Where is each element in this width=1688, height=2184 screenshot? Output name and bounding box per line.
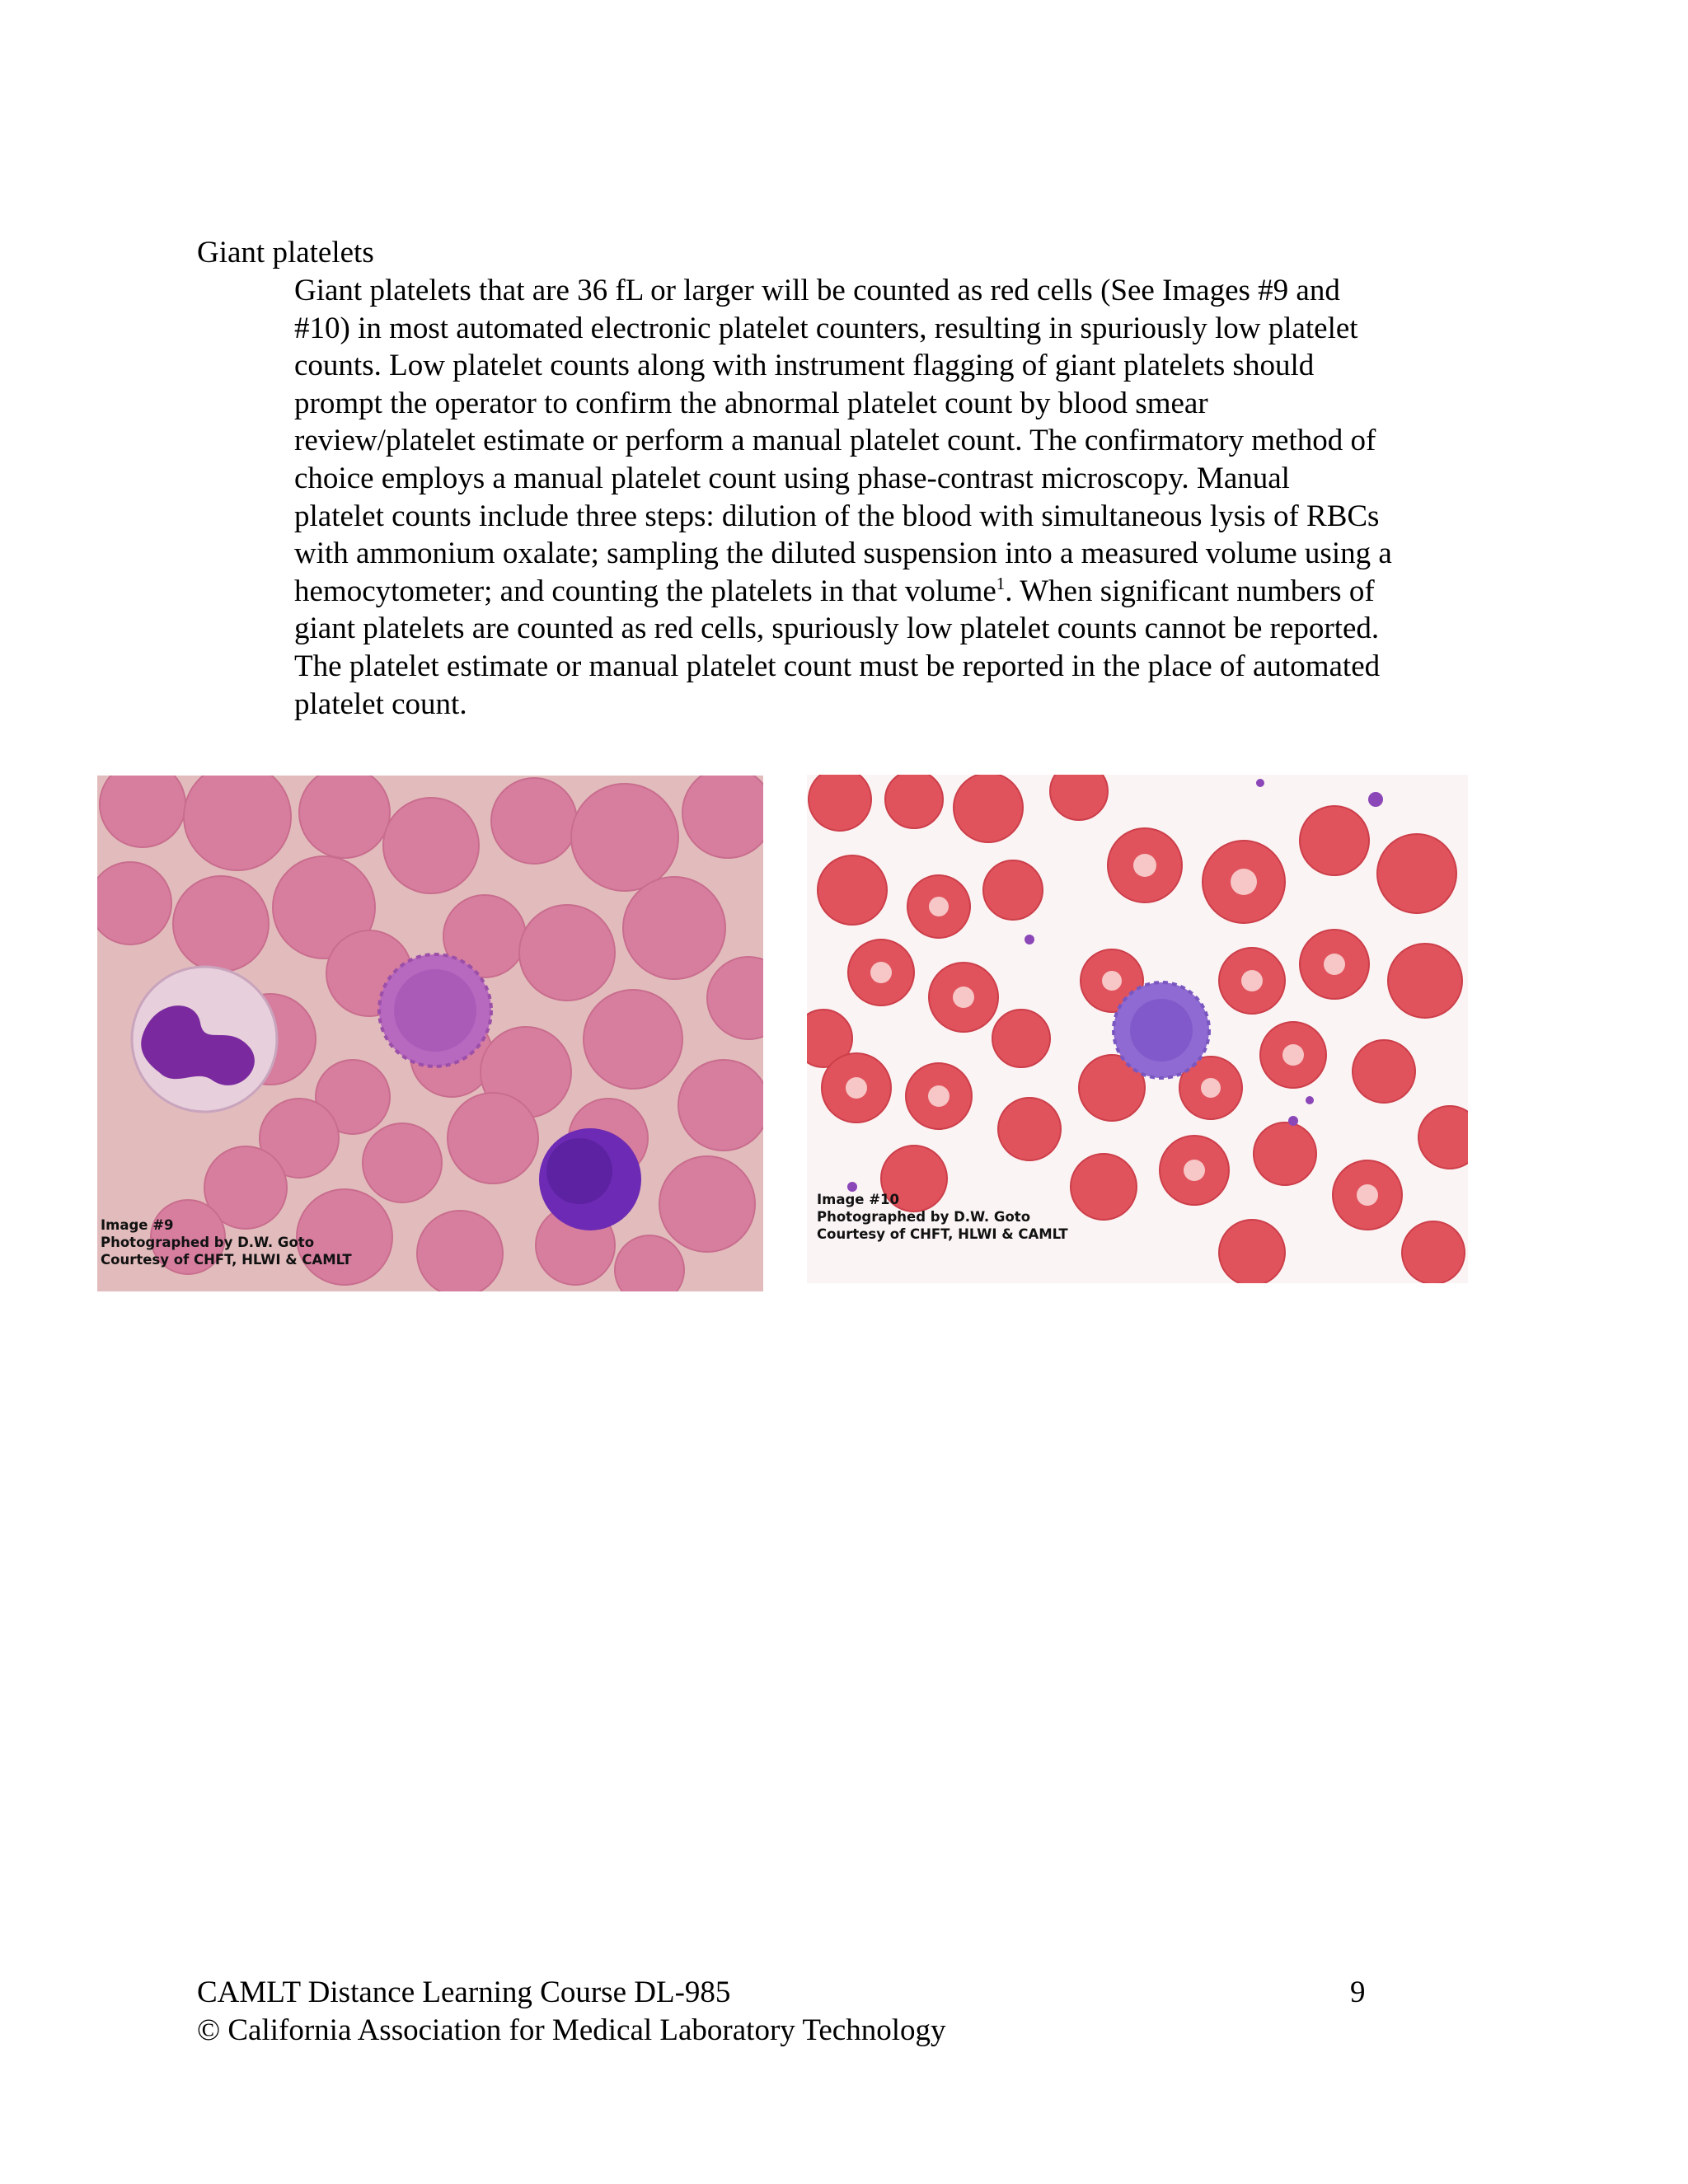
- paragraph-line: The platelet estimate or manual platelet count must be reported in the place of automated: [294, 649, 1381, 683]
- micrograph-image-9: [97, 776, 763, 1291]
- caption-line: Courtesy of CHFT, HLWI & CAMLT: [101, 1252, 352, 1268]
- paragraph-line: platelet counts include three steps: dilution of the blood with simultaneous lysis of RBCs: [294, 499, 1380, 533]
- paragraph-line: #10) in most automated electronic platelet counters, resulting in spuriously low platelet: [294, 311, 1358, 345]
- footer-copyright-line: © California Association for Medical Laboratory Technology: [197, 2013, 946, 2047]
- section-heading: Giant platelets: [197, 236, 374, 269]
- body-paragraph: [294, 272, 1489, 723]
- line-text: . When significant numbers of: [1005, 574, 1375, 608]
- lymphocyte: [539, 1128, 641, 1230]
- paragraph-line: giant platelets are counted as red cells, spuriously low platelet counts cannot be reported.: [294, 612, 1380, 646]
- paragraph-line: with ammonium oxalate; sampling the diluted suspension into a measured volume using a: [294, 537, 1392, 571]
- caption-line: Courtesy of CHFT, HLWI & CAMLT: [817, 1226, 1068, 1242]
- paragraph-line: review/platelet estimate or perform a manual platelet count. The confirmatory method of: [294, 424, 1376, 458]
- image-caption: [817, 1191, 1068, 1243]
- caption-line: Photographed by D.W. Goto: [817, 1209, 1031, 1225]
- paragraph-line: Giant platelets that are 36 fL or larger will be counted as red cells (See Images #9 and: [294, 274, 1340, 307]
- image-caption: [101, 1216, 352, 1268]
- caption-line: Photographed by D.W. Goto: [101, 1235, 315, 1250]
- giant-platelet: [1114, 982, 1209, 1078]
- paragraph-line: counts. Low platelet counts along with instrument flagging of giant platelets should: [294, 349, 1315, 383]
- neutrophil: [132, 967, 277, 1112]
- paragraph-line: prompt the operator to confirm the abnormal platelet count by blood smear: [294, 386, 1208, 420]
- page-footer: [197, 1974, 946, 2050]
- paragraph-line: choice employs a manual platelet count using phase-contrast microscopy. Manual: [294, 461, 1290, 495]
- footer-course-line: CAMLT Distance Learning Course DL-985: [197, 1975, 731, 2009]
- blood-smear-image-9: [97, 776, 763, 1291]
- footnote-reference: 1: [996, 573, 1006, 593]
- micrograph-image-10: [807, 775, 1468, 1283]
- page-number: 9: [1350, 1975, 1366, 2009]
- caption-line: Image #10: [817, 1192, 899, 1207]
- paragraph-line: platelet count.: [294, 687, 467, 721]
- caption-line: Image #9: [101, 1217, 174, 1233]
- giant-platelet: [379, 954, 491, 1066]
- line-text: hemocytometer; and counting the platelets in that volume: [294, 574, 996, 608]
- paragraph-line: [294, 573, 1489, 611]
